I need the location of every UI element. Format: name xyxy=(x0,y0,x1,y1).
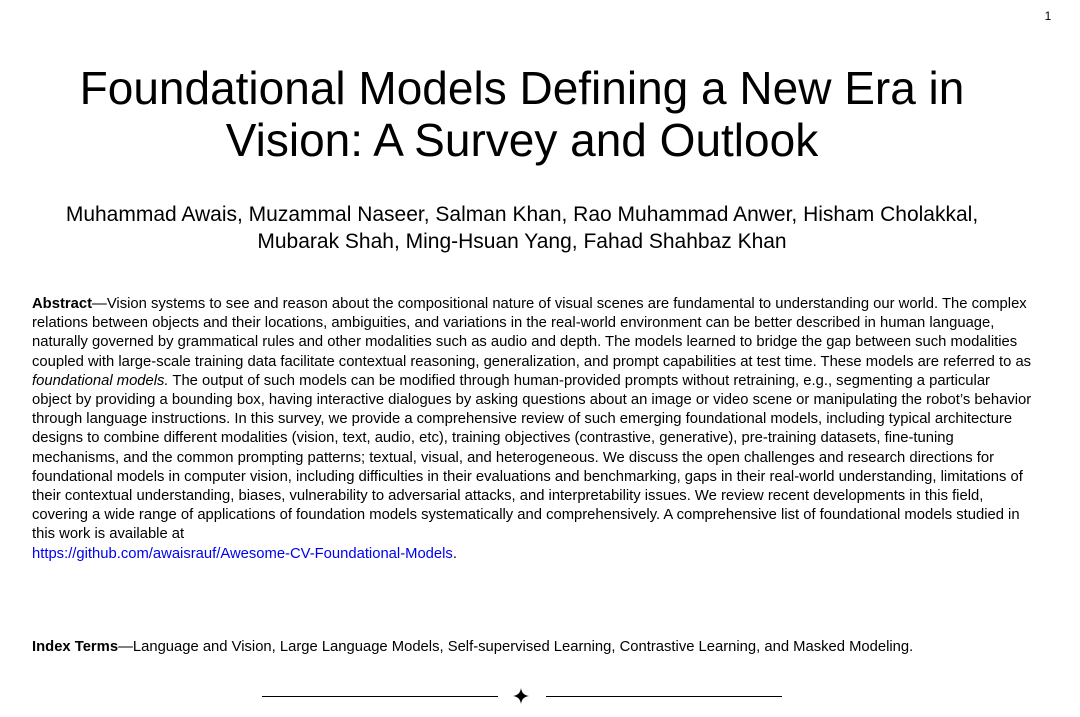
abstract-dash: — xyxy=(92,296,107,312)
divider-line-right xyxy=(546,696,782,697)
index-terms xyxy=(32,638,1042,657)
title-line-1: Foundational Models Defining a New Era in xyxy=(79,62,965,114)
author-list xyxy=(0,201,1044,255)
authors-line-1: Muhammad Awais, Muzammal Naseer, Salman Khan, Rao Muhammad Anwer, Hisham Cholakkal, xyxy=(65,203,979,226)
index-terms-label: Index Terms xyxy=(32,639,119,655)
abstract-label: Abstract xyxy=(32,296,93,312)
abstract-link-period: . xyxy=(452,545,457,562)
diamond-star-icon xyxy=(513,688,529,704)
index-terms-dash: — xyxy=(118,639,133,655)
abstract-paragraph xyxy=(32,295,1032,564)
divider-line-left xyxy=(262,696,498,697)
title-line-2: Vision: A Survey and Outlook xyxy=(225,114,819,166)
abstract-italic-term: foundational models. xyxy=(32,372,169,389)
authors-line-2: Mubarak Shah, Ming-Hsuan Yang, Fahad Shahbaz Khan xyxy=(257,230,787,253)
github-link[interactable]: https://github.com/awaisrauf/Awesome-CV-Foundational-Models xyxy=(32,545,453,562)
abstract-text-part-2: The output of such models can be modified through human-provided prompts without retraining, e.g., segmenting a particular object by providing a bounding box, having interactive dialogues by asking questions about an image or video scene or manipulating the robot’s behavior through language instructions. In this survey, we provide a comprehensive review of such emerging foundational models, including typical architecture designs to combine different modalities (vision, text, audio, etc), training objectives (contrastive, generative), pre-training datasets, fine-tuning mechanisms, and the common prompting patterns; textual, visual, and heterogeneous. We discuss the open challenges and research directions for foundational models in computer vision, including difficulties in their evaluations and benchmarking, gaps in their real-world understanding, limitations of their contextual understanding, biases, vulnerability to adversarial attacks, and interpretability issues. We review recent developments in this field, covering a wide range of applications of foundation models systematically and comprehensively. A comprehensive list of foundational models studied in this work is available at xyxy=(32,372,1032,543)
index-terms-text: Language and Vision, Large Language Models, Self-supervised Learning, Contrastive Learning, and Masked Modeling. xyxy=(132,639,914,655)
paper-title xyxy=(0,62,1044,166)
abstract-text-part-1: Vision systems to see and reason about the compositional nature of visual scenes are fundamental to understanding our world. The complex relations between objects and their locations, ambiguities, and variations in the real-world environment can be better described in human language, naturally governed by grammatical rules and other modalities such as audio and depth. The models learned to bridge the gap between such modalities coupled with large-scale training data facilitate contextual reasoning, generalization, and prompt capabilities at test time. These models are referred to as xyxy=(32,296,1032,370)
page-number: 1 xyxy=(1044,9,1052,23)
section-divider xyxy=(262,686,782,706)
